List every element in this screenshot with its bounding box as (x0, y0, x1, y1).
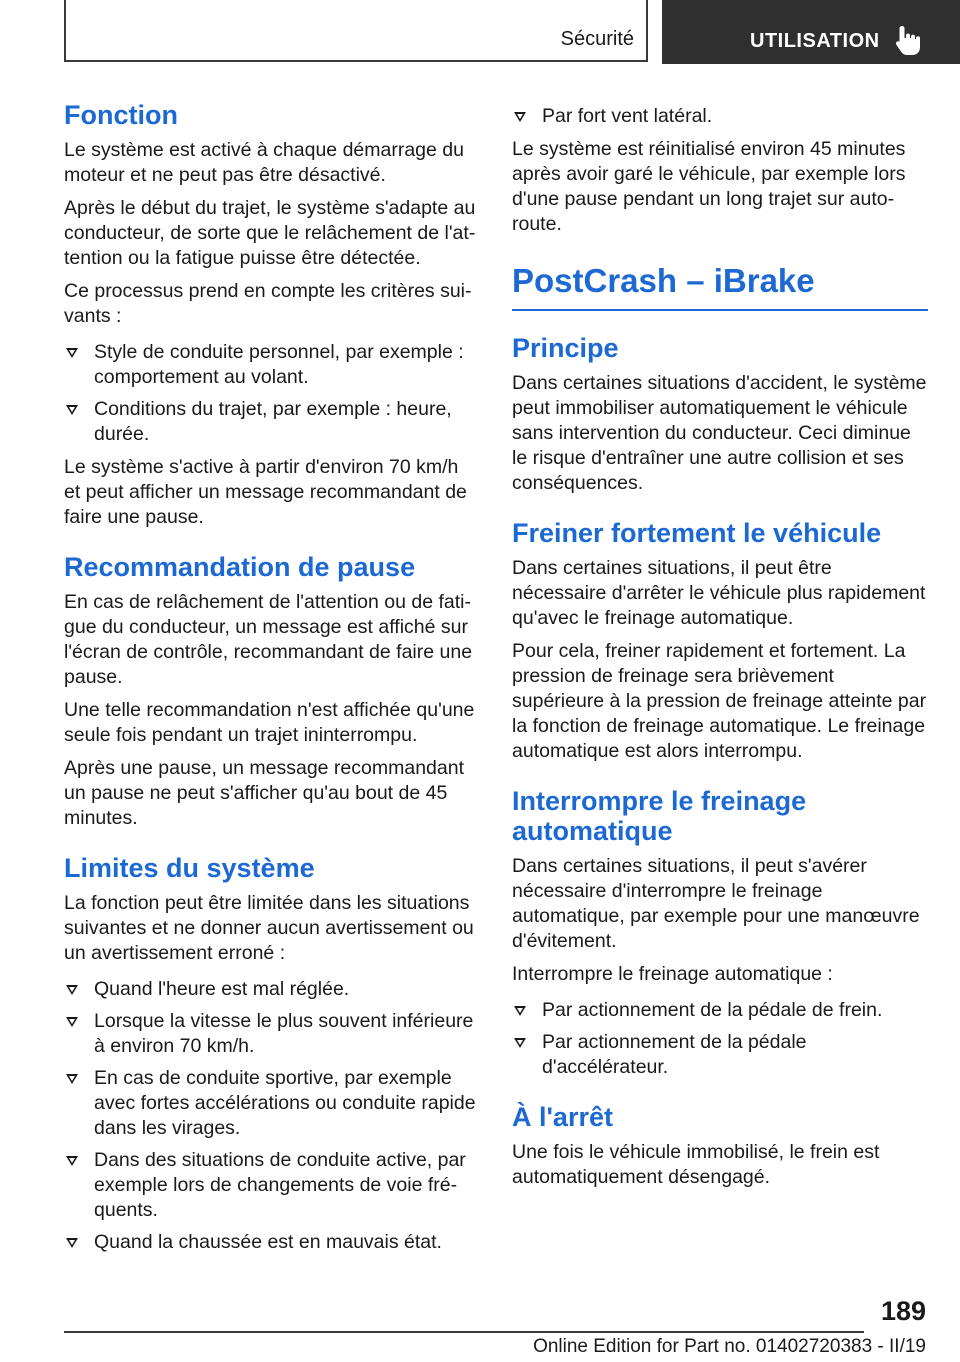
fonction-paragraph-2: Après le début du trajet, le système s'adapte au conducteur, de sorte que le relâchement de l'attention ou la fatigue puisse être détectée. (64, 197, 476, 269)
triangle-bullet-icon (66, 1017, 78, 1027)
triangle-bullet-icon (514, 112, 526, 122)
pause-paragraph-3: Après une pause, un message recommandant un pause ne peut s'afficher qu'au bout de 45 minutes. (64, 757, 464, 829)
limites-heading: Limites du système (64, 853, 315, 883)
right-column (512, 100, 928, 1190)
fonction-paragraph-4: Le système s'active à partir d'environ 70 km/h et peut afficher un message recommandant de faire une pause. (64, 456, 467, 528)
interrompre-paragraph-2: Interrompre le freinage automatique : (512, 963, 833, 985)
list-item: Par fort vent latéral. (512, 104, 928, 129)
list-item: En cas de conduite sportive, par exemple avec fortes accélérations ou conduite rapide dans les virages. (64, 1066, 476, 1141)
arret-heading: À l'arrêt (512, 1102, 613, 1132)
triangle-bullet-icon (514, 1038, 526, 1048)
freiner-heading: Freiner fortement le véhicule (512, 518, 882, 548)
list-item: Style de conduite personnel, par exemple : comportement au volant. (64, 340, 476, 390)
reset-paragraph: Le système est réinitialisé environ 45 minutes après avoir garé le véhicule, par exemple lors d'une pause pendant un long trajet sur autoroute. (512, 138, 906, 235)
pause-paragraph-1: En cas de relâchement de l'attention ou de fatigue du conducteur, un message est affiché sur l'écran de contrôle, recommandant de faire une pause. (64, 591, 473, 688)
list-item: Lorsque la vitesse le plus souvent inférieure à environ 70 km/h. (64, 1009, 476, 1059)
interrompre-list (512, 998, 928, 1080)
triangle-bullet-icon (514, 1006, 526, 1016)
list-item: Quand la chaussée est en mauvais état. (64, 1230, 476, 1255)
limites-paragraph-1: La fonction peut être limitée dans les situations suivantes et ne donner aucun avertissement ou un avertissement erroné : (64, 892, 474, 964)
header-section-tab (64, 0, 648, 62)
list-item: Dans des situations de conduite active, par exemple lors de changements de voie fréquents. (64, 1148, 476, 1223)
pause-paragraph-2: Une telle recommandation n'est affichée qu'une seule fois pendant un trajet ininterrompu. (64, 699, 475, 746)
triangle-bullet-icon (66, 1156, 78, 1166)
list-item: Par actionnement de la pédale de frein. (512, 998, 928, 1023)
arret-paragraph: Une fois le véhicule immobilisé, le frein est automatiquement désengagé. (512, 1141, 880, 1188)
hand-pointer-icon (894, 24, 922, 56)
triangle-bullet-icon (66, 348, 78, 358)
pause-heading: Recommandation de pause (64, 552, 416, 582)
postcrash-heading: PostCrash – iBrake (512, 261, 928, 311)
header-section-label: Sécurité (560, 28, 634, 50)
left-column (64, 100, 476, 1255)
fonction-paragraph-1: Le système est activé à chaque démarrage du moteur et ne peut pas être désactivé. (64, 139, 464, 186)
footer-edition-text: Online Edition for Part no. 01402720383 - II/19 (533, 1336, 926, 1357)
principe-heading: Principe (512, 333, 619, 363)
header-chapter-tab (662, 0, 960, 64)
fonction-paragraph-3: Ce processus prend en compte les critères suivants : (64, 280, 472, 327)
principe-paragraph: Dans certaines situations d'accident, le système peut immobiliser automatiquement le véhicule sans intervention du conducteur. Ceci diminue le risque d'entraîner une autre collision et ses conséquences. (512, 372, 927, 494)
fonction-criteria-list (64, 340, 476, 447)
interrompre-heading: Interrompre le freinage automatique (512, 786, 807, 846)
freiner-paragraph-1: Dans certaines situations, il peut être nécessaire d'arrêter le véhicule plus rapidement qu'avec le freinage automatique. (512, 557, 926, 629)
triangle-bullet-icon (66, 1074, 78, 1084)
list-item: Par actionnement de la pédale d'accélérateur. (512, 1030, 928, 1080)
list-item: Quand l'heure est mal réglée. (64, 977, 476, 1002)
list-item: Conditions du trajet, par exemple : heure, durée. (64, 397, 476, 447)
freiner-paragraph-2: Pour cela, freiner rapidement et fortement. La pression de freinage sera brièvement supérieure à la pression de freinage atteinte par la fonction de freinage automatique. Le freinage automatique est alors interrompu. (512, 640, 927, 762)
triangle-bullet-icon (66, 405, 78, 415)
wind-list (512, 104, 928, 129)
page-number: 189 (880, 1296, 926, 1326)
triangle-bullet-icon (66, 985, 78, 995)
triangle-bullet-icon (66, 1238, 78, 1248)
limites-list (64, 977, 476, 1255)
header-chapter-label: UTILISATION (750, 30, 880, 52)
footer-divider (64, 1331, 864, 1333)
interrompre-paragraph-1: Dans certaines situations, il peut s'avérer nécessaire d'interrompre le freinage automatique, par exemple pour une manœuvre d'évitement. (512, 855, 920, 952)
fonction-heading: Fonction (64, 100, 178, 130)
